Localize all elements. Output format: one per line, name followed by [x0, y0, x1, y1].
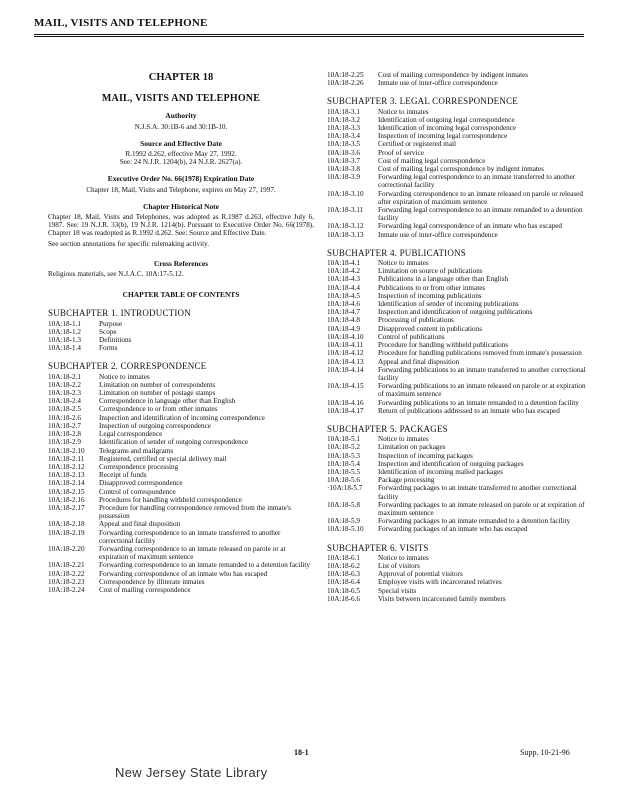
section-title: Cost of mailing legal correspondence by indigent inmates — [378, 165, 544, 174]
section-number: 10A:18-2.4 — [48, 397, 81, 406]
section-number: 10A:18-2.26 — [327, 79, 364, 88]
toc-entry — [327, 525, 587, 533]
subchapter-heading: SUBCHAPTER 2. CORRESPONDENCE — [48, 361, 207, 372]
section-number: 10A:18-3.12 — [327, 222, 364, 231]
section-number: 10A:18-2.22 — [48, 569, 85, 578]
section-title: Correspondence to or from other inmates — [99, 405, 218, 414]
section-title: Proof of service — [378, 148, 424, 157]
section-number: 10A:18-3.6 — [327, 148, 360, 157]
section-number: 10A:18-4.4 — [327, 283, 360, 292]
section-number: 10A:18-1.3 — [48, 336, 81, 345]
toc-entry — [48, 496, 314, 504]
section-number: 10A:18-4.6 — [327, 300, 360, 309]
toc-entry — [48, 463, 314, 471]
section-title: Forwarding legal correspondence to an inmate remanded to a detention facility — [378, 206, 583, 223]
section-title: Correspondence processing — [99, 462, 179, 471]
source-text-2: See: 24 N.J.R. 1204(b), 24 N.J.R. 2627(a). — [119, 158, 243, 167]
section-title: Receipt of funds — [99, 471, 147, 480]
section-number: 10A:18-3.8 — [327, 165, 360, 174]
section-number: 10A:18-3.4 — [327, 132, 360, 141]
section-title: Identification of incoming legal correspondence — [378, 124, 517, 133]
section-number: 10A:18-3.3 — [327, 124, 360, 133]
toc-entry — [327, 190, 587, 206]
toc-entry — [327, 460, 587, 468]
subchapter-3-list — [327, 108, 587, 239]
subchapter-1-list — [48, 320, 314, 353]
section-number: 10A:18-3.10 — [327, 189, 364, 198]
authority-text: N.J.S.A. 30:1B-6 and 30:1B-10. — [134, 122, 228, 131]
section-number: 10A:18-4.2 — [327, 267, 360, 276]
toc-entry — [327, 407, 587, 415]
chapter-number: CHAPTER 18 — [148, 72, 214, 83]
toc-entry — [48, 405, 314, 413]
toc-entry — [48, 520, 314, 528]
subchapter-heading: SUBCHAPTER 6. VISITS — [327, 542, 429, 553]
page-number: 18-1 — [294, 748, 309, 757]
section-number: 10A:18-3.5 — [327, 140, 360, 149]
toc-entry — [48, 504, 314, 520]
toc-entry — [48, 336, 314, 344]
section-title: Inspection of incoming legal correspondence — [378, 132, 508, 141]
header-rule — [34, 34, 584, 35]
toc-entry — [48, 578, 314, 586]
toc-entry — [327, 452, 587, 460]
section-title: Forms — [99, 344, 118, 353]
toc-entry — [327, 554, 587, 562]
cross-references-heading: Cross References — [153, 258, 209, 268]
section-title: Inspection of outgoing correspondence — [99, 421, 211, 430]
subchapter-4-list — [327, 259, 587, 415]
section-title: Notice to inmates — [99, 372, 150, 381]
section-title: Cost of mailing correspondence by indigent inmates — [378, 71, 529, 79]
section-number: ·10A:18-5.7 — [327, 484, 363, 493]
toc-entry — [327, 595, 587, 603]
section-title: Inmate use of inter-office correspondence — [378, 79, 498, 88]
section-number: 10A:18-4.15 — [327, 382, 364, 391]
section-title: Procedure for handling withheld publications — [378, 341, 509, 350]
section-number: 10A:18-4.13 — [327, 357, 364, 366]
toc-entry — [327, 308, 587, 316]
section-number: 10A:18-3.13 — [327, 230, 364, 239]
section-number: 10A:18-6.2 — [327, 561, 360, 570]
section-number: 10A:18-2.12 — [48, 462, 85, 471]
toc-entry — [327, 382, 587, 398]
section-title: Forwarding publications to an inmate released on parole or at expiration of maximum sentence — [378, 382, 586, 399]
toc-entry — [48, 414, 314, 422]
section-number: 10A:18-4.14 — [327, 365, 364, 374]
section-title: Special visits — [378, 586, 417, 595]
section-title: Inspection and identification of outgoing packages — [378, 459, 524, 468]
section-title: Control of publications — [378, 332, 445, 341]
section-number: 10A:18-6.6 — [327, 594, 360, 603]
toc-entry — [327, 206, 587, 222]
section-number: 10A:18-2.11 — [48, 454, 85, 463]
section-title: Forwarding correspondence to an inmate released on parole or released after expiration of maximum sentence — [378, 189, 583, 206]
toc-entry — [48, 570, 314, 578]
section-title: Procedures for handling withheld correspondence — [99, 495, 242, 504]
section-number: 10A:18-2.6 — [48, 413, 81, 422]
subchapter-heading: SUBCHAPTER 1. INTRODUCTION — [48, 308, 191, 319]
toc-entry — [327, 333, 587, 341]
section-title: Procedure for handling correspondence removed from the inmate's possession — [99, 503, 291, 521]
section-title: Forwarding correspondence to an inmate remanded to a detention facility — [99, 561, 310, 570]
section-number: 10A:18-5.1 — [327, 435, 360, 444]
toc-entry — [327, 71, 587, 79]
toc-entry — [327, 587, 587, 595]
section-title: Limitation on source of publications — [378, 267, 483, 276]
toc-entry — [327, 116, 587, 124]
toc-entry — [327, 300, 587, 308]
section-title: Cost of mailing correspondence — [99, 585, 191, 594]
toc-entry — [48, 389, 314, 397]
section-title: Forwarding packages to an inmate remanded to a detention facility — [378, 517, 571, 526]
section-number: 10A:18-6.4 — [327, 578, 360, 587]
historical-note-heading: Chapter Historical Note — [143, 201, 219, 211]
toc-entry — [48, 471, 314, 479]
section-title: Procedure for handling publications removed from inmate's possession — [378, 349, 582, 358]
section-title: Publications to or from other inmates — [378, 283, 486, 292]
toc-entry — [327, 157, 587, 165]
subchapter-heading: SUBCHAPTER 5. PACKAGES — [327, 423, 448, 434]
toc-entry — [327, 316, 587, 324]
section-title: Disapproved content in publications — [378, 324, 482, 333]
subchapter-6-list — [327, 554, 587, 603]
toc-entry — [327, 399, 587, 407]
section-title: Legal correspondence — [99, 430, 163, 439]
section-title: Appeal and final disposition — [99, 520, 181, 529]
section-title: Notice to inmates — [378, 107, 429, 116]
toc-entry — [48, 344, 314, 352]
source-text-1: R.1992 d.262, effective May 27, 1992. — [125, 150, 237, 159]
section-number: 10A:18-2.21 — [48, 561, 85, 570]
section-title: Forwarding packages to an inmate released on parole or at expiration of maximum sentence — [378, 500, 585, 517]
section-number: 10A:18-1.4 — [48, 344, 81, 353]
historical-note-text: Chapter 18, Mail, Visits and Telephones, was adopted as R.1987 d.263, effective July 6, 1987. See: 19 N.J.R. 33(b), 19 N.J.R. 1214(b). Pursuant to Executive Order No. 66(1978), Chapter 18 was readopted as R.1992 d.262. See: Source and Effective Date. — [48, 213, 314, 238]
section-number: 10A:18-1.1 — [48, 319, 81, 328]
source-heading: Source and Effective Date — [140, 138, 222, 148]
cross-references-text: Religious materials, see N.J.A.C. 10A:17-5.12. — [48, 270, 184, 279]
section-number: 10A:18-2.23 — [48, 577, 85, 586]
section-number: 10A:18-3.11 — [327, 206, 364, 215]
section-title: Inspection and identification of outgoing publications — [378, 308, 533, 317]
toc-entry — [327, 341, 587, 349]
toc-entry — [48, 320, 314, 328]
toc-entry — [48, 479, 314, 487]
toc-entry — [327, 349, 587, 357]
section-number: 10A:18-4.17 — [327, 406, 364, 415]
section-number: 10A:18-2.20 — [48, 544, 85, 553]
running-header: MAIL, VISITS AND TELEPHONE — [34, 17, 208, 29]
toc-entry — [48, 373, 314, 381]
library-watermark: New Jersey State Library — [115, 765, 268, 780]
section-title: Certified or registered mail — [378, 140, 457, 149]
section-title: Forwarding legal correspondence to an inmate transferred to another correctional facility — [378, 173, 576, 190]
toc-entry — [327, 267, 587, 275]
subchapter-2-list — [48, 373, 314, 594]
toc-entry — [48, 438, 314, 446]
toc-entry — [48, 447, 314, 455]
section-number: 10A:18-4.7 — [327, 308, 360, 317]
section-title: Forwarding packages to an inmate transferred to another correctional facility — [378, 484, 577, 501]
toc-entry — [327, 284, 587, 292]
section-number: 10A:18-6.1 — [327, 553, 360, 562]
section-number: 10A:18-4.10 — [327, 332, 364, 341]
section-number: 10A:18-2.3 — [48, 389, 81, 398]
toc-entry — [327, 501, 587, 517]
section-title: Disapproved correspondence — [99, 479, 183, 488]
section-number: 10A:18-2.1 — [48, 372, 81, 381]
subchapter-5-list — [327, 435, 587, 533]
toc-entry — [327, 173, 587, 189]
section-title: Identification of incoming mailed packages — [378, 467, 503, 476]
section-number: 10A:18-5.5 — [327, 467, 360, 476]
section-number: 10A:18-2.15 — [48, 487, 85, 496]
toc-entry — [327, 124, 587, 132]
section-number: 10A:18-5.4 — [327, 459, 360, 468]
section-title: Limitation on packages — [378, 443, 446, 452]
section-number: 10A:18-3.2 — [327, 115, 360, 124]
section-number: 10A:18-5.6 — [327, 476, 360, 485]
toc-entry — [327, 292, 587, 300]
toc-entry — [327, 275, 587, 283]
section-title: Approval of potential visitors — [378, 570, 463, 579]
toc-entry — [48, 397, 314, 405]
toc-entry — [327, 259, 587, 267]
section-number: 10A:18-2.17 — [48, 503, 85, 512]
section-title: Return of publications addressed to an inmate who has escaped — [378, 406, 560, 415]
section-title: Registered, certified or special delivery mail — [99, 454, 227, 463]
toc-entry — [327, 231, 587, 239]
section-number: 10A:18-2.8 — [48, 430, 81, 439]
toc-entry — [48, 586, 314, 594]
toc-entry — [48, 455, 314, 463]
toc-entry — [327, 165, 587, 173]
section-title: Notice to inmates — [378, 259, 429, 268]
section-number: 10A:18-3.1 — [327, 107, 360, 116]
toc-entry — [327, 435, 587, 443]
section-number: 10A:18-4.12 — [327, 349, 364, 358]
toc-entry — [48, 328, 314, 336]
section-number: 10A:18-5.3 — [327, 451, 360, 460]
section-title: Cost of mailing legal correspondence — [378, 156, 486, 165]
section-title: Forwarding correspondence of an inmate who has escaped — [99, 569, 268, 578]
section-number: 10A:18-2.19 — [48, 528, 85, 537]
section-number: 10A:18-3.7 — [327, 156, 360, 165]
toc-entry — [327, 570, 587, 578]
toc-entry — [327, 358, 587, 366]
subchapter-2-continued-list — [327, 71, 587, 87]
section-title: Employee visits with incarcerated relatives — [378, 578, 502, 587]
header-rule-double — [34, 36, 584, 37]
toc-entry — [48, 488, 314, 496]
section-title: Telegrams and mailgrams — [99, 446, 174, 455]
section-title: Inspection of incoming packages — [378, 451, 473, 460]
section-title: Identification of sender of outgoing correspondence — [99, 438, 249, 447]
toc-entry — [48, 561, 314, 569]
section-title: Appeal and final disposition — [378, 357, 460, 366]
chapter-title: MAIL, VISITS AND TELEPHONE — [101, 93, 261, 105]
section-title: Correspondence in language other than English — [99, 397, 236, 406]
section-title: Definitions — [99, 336, 132, 345]
section-number: 10A:18-4.9 — [327, 324, 360, 333]
section-number: 10A:18-2.24 — [48, 585, 85, 594]
section-number: 10A:18-2.7 — [48, 421, 81, 430]
section-title: Identification of outgoing legal correspondence — [378, 115, 515, 124]
section-title: Forwarding legal correspondence of an inmate who has escaped — [378, 222, 563, 231]
section-title: Purpose — [99, 319, 123, 328]
table-of-contents-title: CHAPTER TABLE OF CONTENTS — [122, 290, 240, 300]
section-number: 10A:18-4.5 — [327, 291, 360, 300]
toc-entry — [327, 443, 587, 451]
section-number: 10A:18-5.2 — [327, 443, 360, 452]
section-number: 10A:18-2.18 — [48, 520, 85, 529]
section-number: 10A:18-2.16 — [48, 495, 85, 504]
toc-entry — [48, 529, 314, 545]
section-title: Processing of publications — [378, 316, 454, 325]
section-title: Limitation on number of correspondents — [99, 380, 216, 389]
toc-entry — [327, 79, 587, 87]
section-number: 10A:18-5.8 — [327, 500, 360, 509]
authority-heading: Authority — [165, 111, 197, 121]
section-number: 10A:18-3.9 — [327, 173, 360, 182]
executive-order-text: Chapter 18, Mail, Visits and Telephone, expires on May 27, 1997. — [86, 185, 276, 194]
executive-order-heading: Executive Order No. 66(1978) Expiration Date — [107, 174, 255, 184]
toc-entry — [327, 366, 587, 382]
toc-entry — [327, 325, 587, 333]
toc-entry — [327, 149, 587, 157]
section-number: 10A:18-6.5 — [327, 586, 360, 595]
section-number: 10A:18-2.2 — [48, 380, 81, 389]
section-title: Limitation on number of postage stamps — [99, 389, 216, 398]
section-title: Publications in a language other than English — [378, 275, 509, 284]
toc-entry — [327, 476, 587, 484]
section-number: 10A:18-2.13 — [48, 471, 85, 480]
section-number: 10A:18-4.16 — [327, 398, 364, 407]
section-title: Forwarding publications to an inmate transferred to another correctional facility — [378, 365, 586, 382]
toc-entry — [48, 422, 314, 430]
toc-entry — [48, 545, 314, 561]
subchapter-heading: SUBCHAPTER 3. LEGAL CORRESPONDENCE — [327, 96, 518, 107]
toc-entry — [327, 132, 587, 140]
toc-entry — [327, 222, 587, 230]
section-title: Visits between incarcerated family members — [378, 594, 506, 603]
section-title: Forwarding publications to an inmate remanded to a detention facility — [378, 398, 579, 407]
supplement-date: Supp. 10-21-96 — [520, 748, 570, 757]
section-number: 10A:18-5.9 — [327, 517, 360, 526]
section-number: 10A:18-2.9 — [48, 438, 81, 447]
section-title: Inspection of incoming publications — [378, 291, 482, 300]
section-number: 10A:18-5.10 — [327, 525, 364, 534]
toc-entry — [327, 578, 587, 586]
annotations-note: See section annotations for specific rulemaking activity. — [48, 239, 210, 248]
section-title: Inmate use of inter-office correspondence — [378, 230, 498, 239]
toc-entry — [327, 468, 587, 476]
toc-entry — [327, 484, 587, 500]
section-title: Control of correspondence — [99, 487, 176, 496]
toc-entry — [48, 381, 314, 389]
section-title: Forwarding correspondence to an inmate transferred to another correctional facility — [99, 528, 281, 545]
subchapter-heading: SUBCHAPTER 4. PUBLICATIONS — [327, 247, 466, 258]
section-number: 10A:18-6.3 — [327, 570, 360, 579]
section-number: 10A:18-2.25 — [327, 71, 364, 79]
section-title: Notice to inmates — [378, 553, 429, 562]
section-title: Notice to inmates — [378, 435, 429, 444]
left-column — [48, 70, 314, 594]
section-title: List of visitors — [378, 561, 420, 570]
toc-entry — [327, 108, 587, 116]
section-number: 10A:18-2.5 — [48, 405, 81, 414]
section-title: Forwarding correspondence to an inmate released on parole or at expiration of maximum sentence — [99, 544, 286, 562]
toc-entry — [327, 517, 587, 525]
section-number: 10A:18-1.2 — [48, 327, 81, 336]
section-title: Package processing — [378, 476, 435, 485]
toc-entry — [48, 430, 314, 438]
section-title: Forwarding packages of an inmate who has escaped — [378, 525, 528, 534]
section-title: Inspection and identification of incoming correspondence — [99, 413, 265, 422]
toc-entry — [327, 562, 587, 570]
section-title: Scope — [99, 327, 117, 336]
right-column — [327, 71, 587, 603]
section-number: 10A:18-4.11 — [327, 341, 364, 350]
section-number: 10A:18-2.14 — [48, 479, 85, 488]
section-title: Correspondence by illiterate inmates — [99, 577, 205, 586]
section-title: Identification of sender of incoming publications — [378, 300, 519, 309]
section-number: 10A:18-4.8 — [327, 316, 360, 325]
section-number: 10A:18-2.10 — [48, 446, 85, 455]
section-number: 10A:18-4.3 — [327, 275, 360, 284]
toc-entry — [327, 140, 587, 148]
section-number: 10A:18-4.1 — [327, 259, 360, 268]
